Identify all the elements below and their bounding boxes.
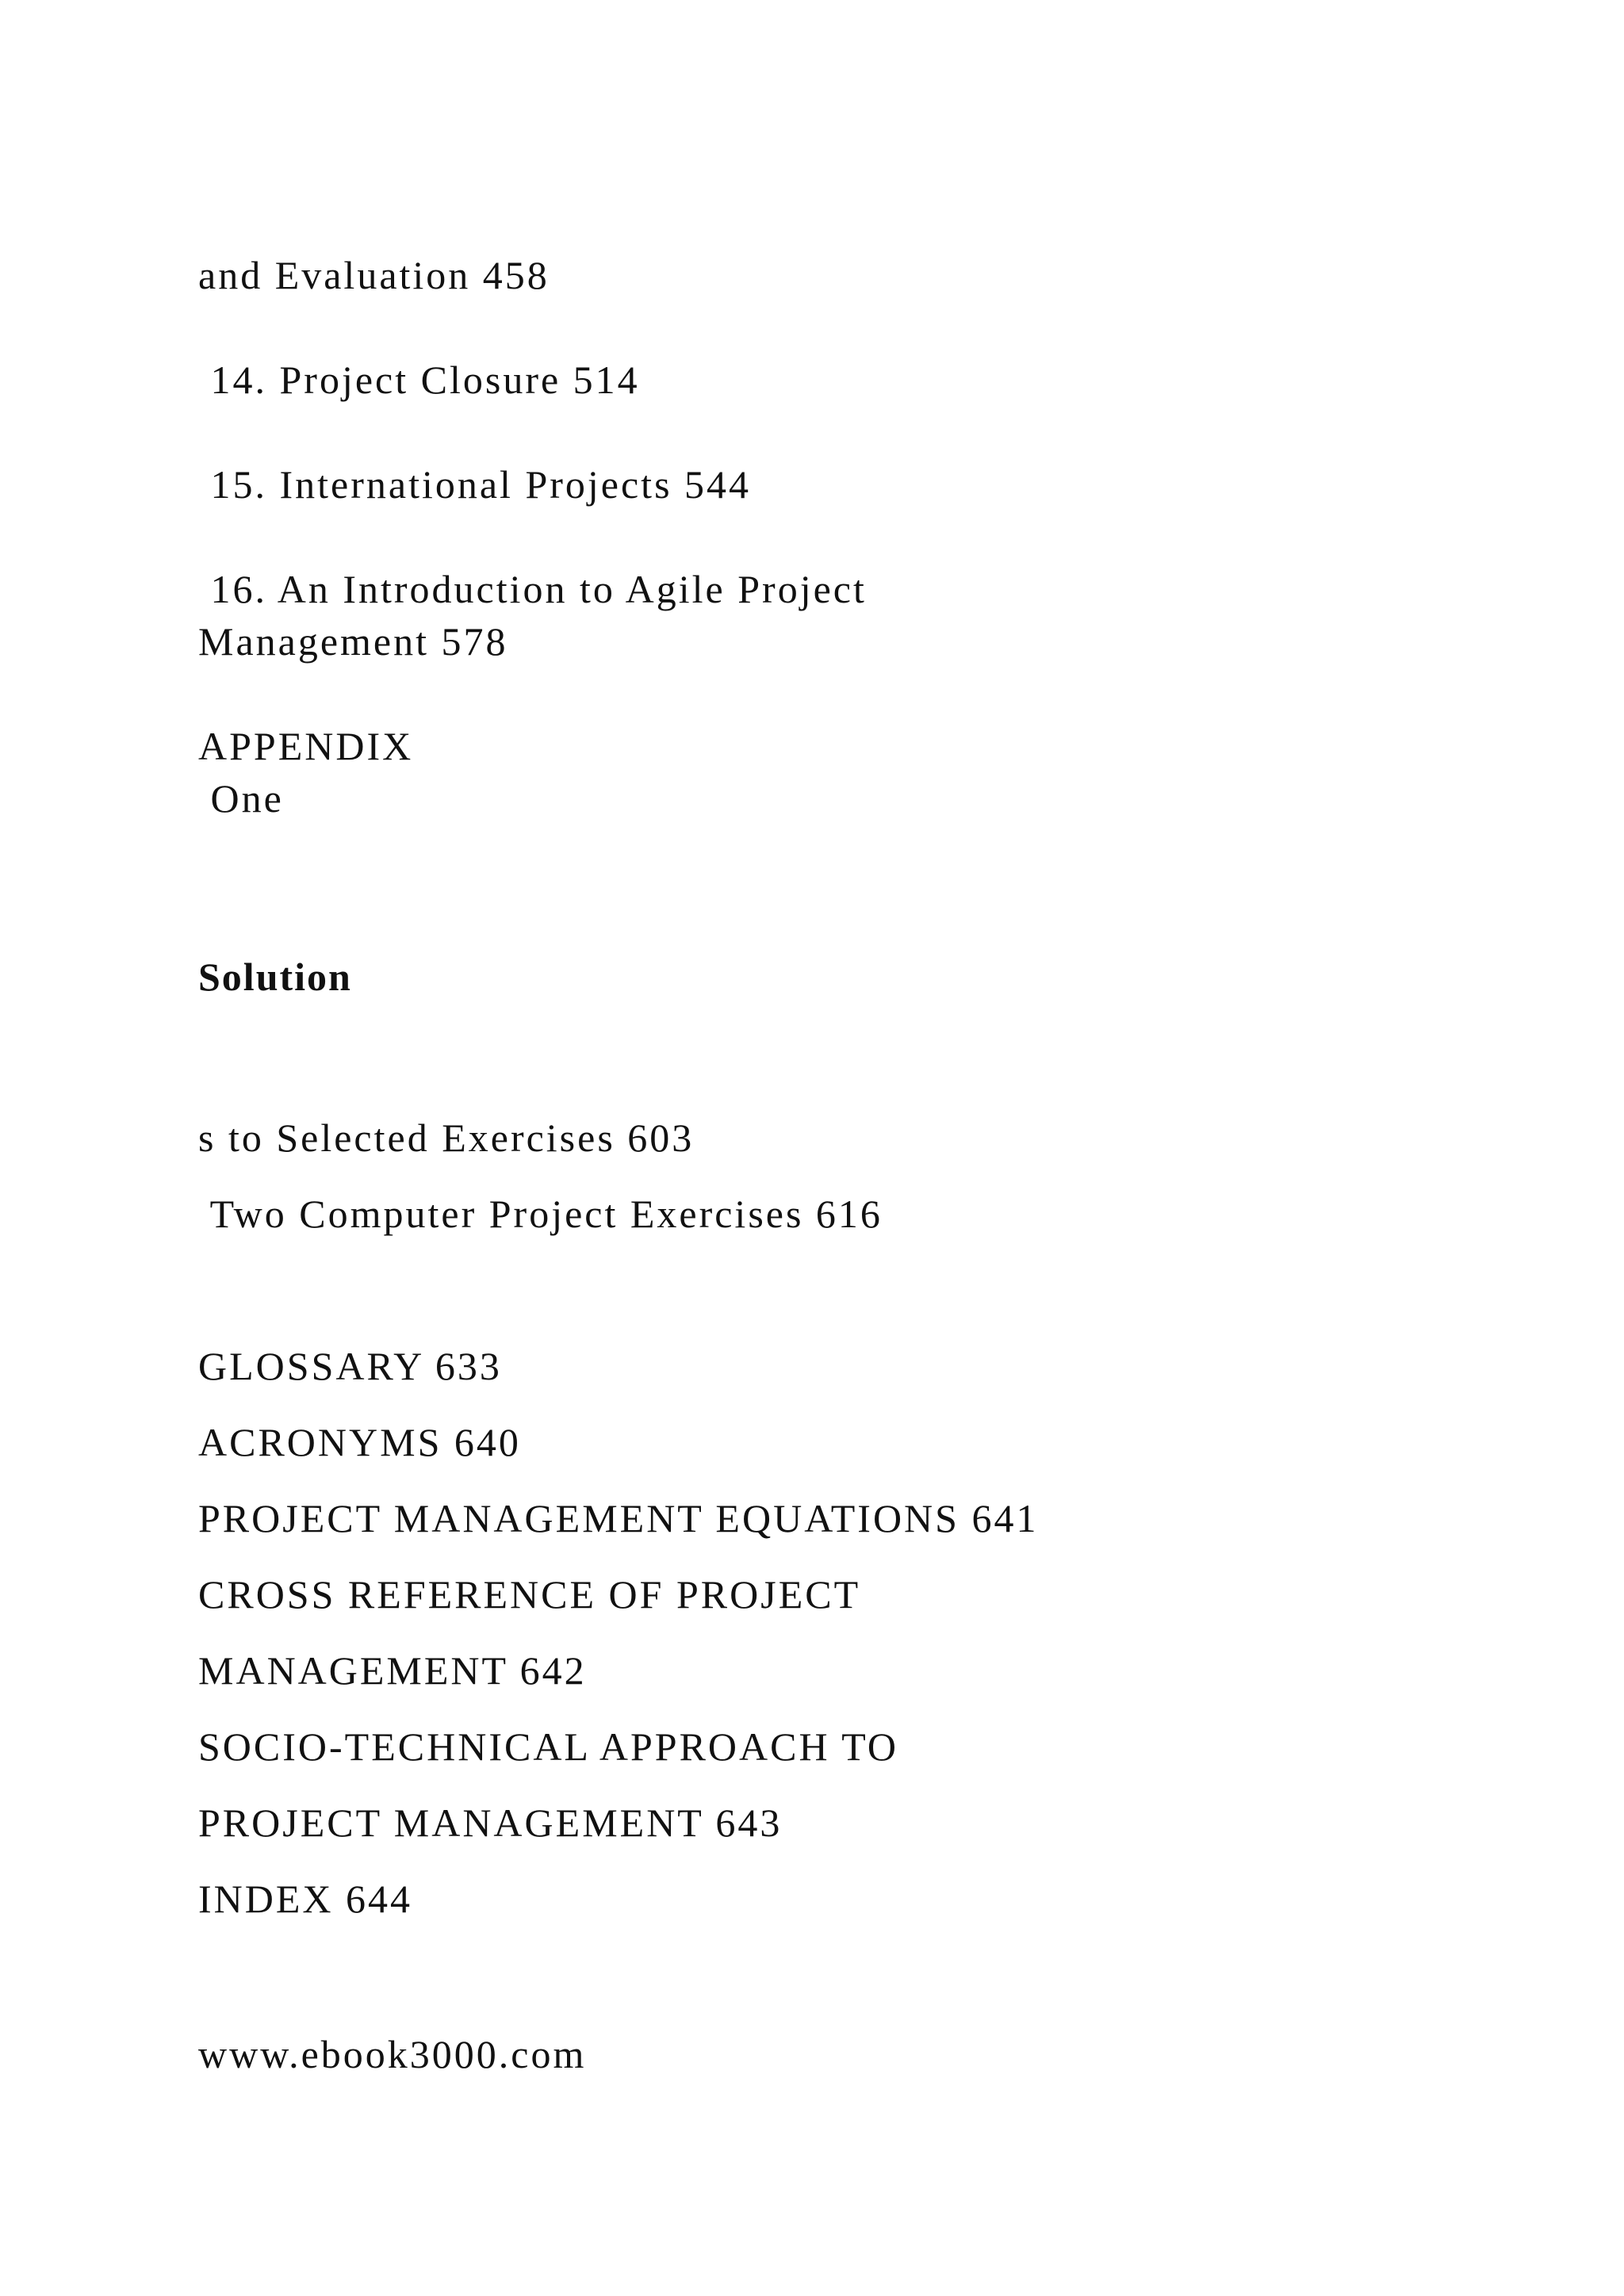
toc-entry-chapter-16-line2: Management 578	[198, 619, 508, 664]
toc-entry-chapter-14: 14. Project Closure 514	[198, 358, 640, 402]
toc-entry-appendix: APPENDIX	[198, 724, 414, 768]
toc-entry-chapter-16-line1: 16. An Introduction to Agile Project	[198, 567, 867, 611]
toc-entry-glossary: GLOSSARY 633	[198, 1344, 502, 1388]
toc-entry-acronyms: ACRONYMS 640	[198, 1420, 521, 1464]
solution-heading: Solution	[198, 955, 352, 999]
footer-url: www.ebook3000.com	[198, 2032, 587, 2076]
toc-entry-appendix-one: One	[198, 776, 284, 821]
toc-entry-equations: PROJECT MANAGEMENT EQUATIONS 641	[198, 1496, 1039, 1540]
toc-entry-socio-technical-line2: PROJECT MANAGEMENT 643	[198, 1800, 783, 1845]
toc-entry-evaluation: and Evaluation 458	[198, 253, 550, 297]
toc-entry-selected-exercises: s to Selected Exercises 603	[198, 1115, 695, 1160]
toc-entry-socio-technical-line1: SOCIO-TECHNICAL APPROACH TO	[198, 1724, 898, 1769]
toc-entry-chapter-15: 15. International Projects 544	[198, 462, 752, 507]
toc-entry-computer-exercises: Two Computer Project Exercises 616	[198, 1192, 883, 1236]
toc-entry-cross-reference-line2: MANAGEMENT 642	[198, 1648, 587, 1693]
toc-entry-cross-reference-line1: CROSS REFERENCE OF PROJECT	[198, 1572, 861, 1617]
toc-entry-index: INDEX 644	[198, 1877, 413, 1921]
